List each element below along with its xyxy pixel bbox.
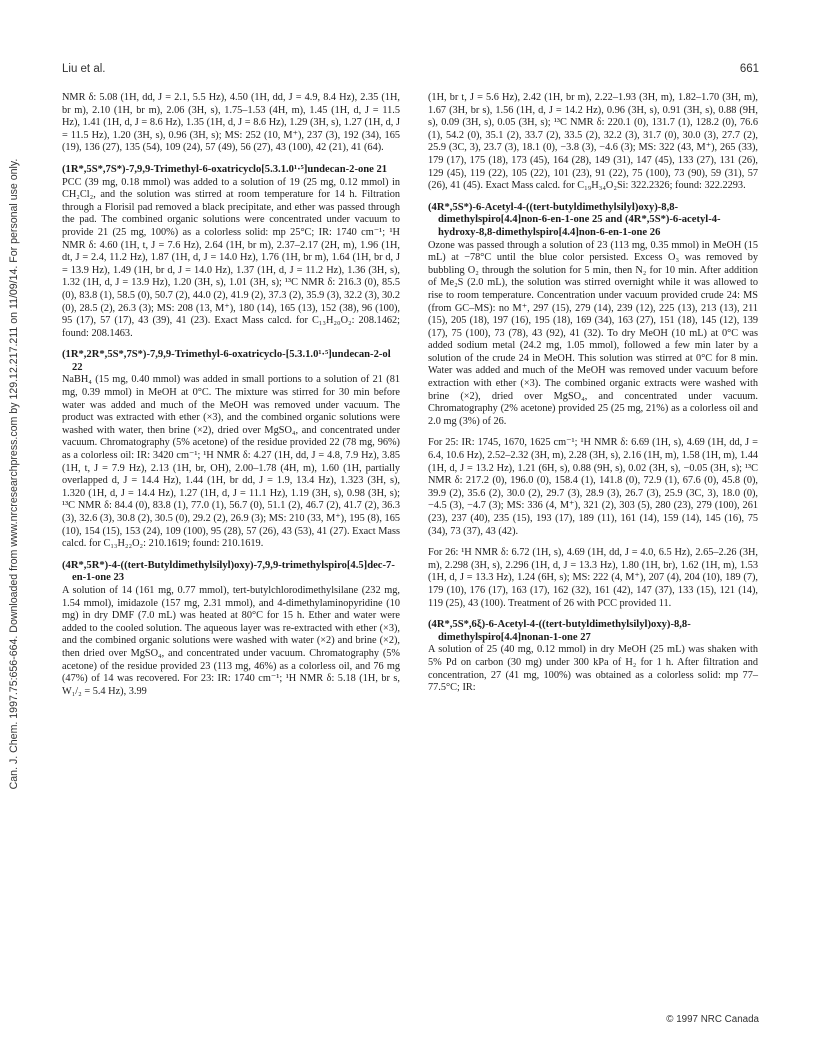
section-heading: (4R*,5S*,6ξ)-6-Acetyl-4-((tert-butyldimethylsilyl)oxy)-8,8-dimethylspiro[4.4]nonan-1-one 27 xyxy=(428,619,691,643)
copyright-footer: © 1997 NRC Canada xyxy=(666,1014,759,1025)
paragraph: NMR δ: 5.08 (1H, dd, J = 2.1, 5.5 Hz), 4.50 (1H, dd, J = 4.9, 8.4 Hz), 2.35 (1H, br m), 2.10 (1H, br m), 2.06 (3H, s), 1.75–1.53 (4H, m), 1.45 (1H, d, J = 11.5 Hz), 1.41 (1H, d, J = 8.6 Hz), 1.35 (1H, d, J = 8.6 Hz), 1.29 (3H, s), 1.27 (1H, d, J = 11.5 Hz), 1.20 (3H, s), 0.96 (3H, s); MS: 252 (10, M⁺), 237 (3), 192 (34), 165 (19), 136 (27), 135 (54), 109 (24), 57 (49), 56 (27), 43 (100), 42 (21), 41 (64). xyxy=(62,92,400,154)
paragraph: PCC (39 mg, 0.18 mmol) was added to a solution of 19 (25 mg, 0.12 mmol) in CH₂Cl₂, and the solution was stirred at room temperature for 14 h. Filtration through a Florisil pad removed a black precipitate, and ether was passed through the pad. The combined organic solutions were concentrated under vacuum to provide 21 (25 mg, 100%) as a colorless solid: mp 25°C; IR: 1740 cm⁻¹; ¹H NMR δ: 4.60 (1H, t, J = 7.6 Hz), 2.64 (1H, br m), 2.37–2.17 (2H, m), 1.96 (1H, dt, J = 2.4, 11.2 Hz), 1.87 (1H, d, J = 14.0 Hz), 1.76 (1H, br m), 1.64 (1H, br d, J = 13.9 Hz), 1.49 (1H, br d, J = 14.0 Hz), 1.37 (1H, d, J = 11.2 Hz), 1.36 (3H, s), 1.32 (1H, d, J = 13.9 Hz), 1.20 (3H, s), 1.01 (3H, s); ¹³C NMR δ: 216.3 (0), 85.5 (0), 83.8 (1), 58.5 (0), 50.7 (2), 44.0 (2), 41.9 (2), 37.3 (2), 35.9 (3), 32.2 (3), 30.2 (0), 28.5 (2), 26.3 (3); MS: 208 (13, M⁺), 180 (14), 165 (13), 152 (38), 96 (100), 95 (17), 57 (17), 43 (39), 41 (23). Exact Mass calcd. for C₁₃H₂₀O₂: 208.1462; found: 208.1463. xyxy=(62,176,400,339)
paragraph: NaBH₄ (15 mg, 0.40 mmol) was added in small portions to a solution of 21 (81 mg, 0.39 mmol) in MeOH at 0°C. The mixture was stirred for 30 min before water was added and much of the MeOH was removed under vacuum. The product was extracted with ether (×3), and the combined organic solutions were washed with water, then brine (×2), dried over MgSO₄, and concentrated under vacuum. Chromatography (5% acetone) of the residue provided 22 (78 mg, 96%) as a colorless oil: IR: 3420 cm⁻¹; ¹H NMR δ: 4.27 (1H, dd, J = 4.8, 7.9 Hz), 3.85 (1H, t, J = 7.9 Hz), 2.13 (1H, br, OH), 2.00–1.78 (4H, m), 1.60 (1H, partially overlapped d, J = 14.4 Hz), 1.44 (1H, br dd, J = 1.9, 13.4 Hz), 1.323 (3H, s), 1.320 (1H, d, J = 14.4 Hz), 1.27 (1H, d, J = 11.1 Hz), 1.19 (3H, s), 0.98 (3H, s); ¹³C NMR δ: 84.4 (0), 83.8 (1), 77.0 (1), 56.7 (0), 51.1 (2), 46.7 (2), 41.7 (2), 36.3 (3), 32.6 (3), 30.8 (2), 30.5 (0), 29.2 (2), 26.9 (3); MS: 210 (33, M⁺), 195 (8), 165 (10), 154 (15), 153 (24), 109 (100), 95 (28), 57 (26), 43 (53), 41 (27). Exact Mass calcd. for C₁₃H₂₂O₂: 210.1619; found: 210.1619. xyxy=(62,374,400,550)
section-heading: (1R*,5S*,7S*)-7,9,9-Trimethyl-6-oxatricyclo[5.3.1.0¹·⁵]undecan-2-one 21 xyxy=(62,163,388,175)
section-heading: (1R*,2R*,5S*,7S*)-7,9,9-Trimethyl-6-oxatricyclo-[5.3.1.0¹·⁵]undecan-2-ol 22 xyxy=(62,349,391,373)
paragraph: A solution of 14 (161 mg, 0.77 mmol), tert-butylchlorodimethylsilane (232 mg, 1.54 mmol), imidazole (157 mg, 2.31 mmol), and 4-dimethylaminopyridine (10 mg) in dry DMF (7.0 mL) was heated at 80°C for 15 h. Ether and water were added to the cooled solution. The aqueous layer was re-extracted with ether (×3), and the combined organic solutions were washed with water (×2) and brine (×2), then dried over MgSO₄, and concentrated under vacuum. Chromatography (5% acetone) of the residue provided 23 (113 mg, 46%) as a colorless oil, and 76 mg (47%) of 14 was recovered. For 23: IR: 1740 cm⁻¹; ¹H NMR δ: 5.18 (1H, br s, W₁/₂ = 5.4 Hz), 3.99 xyxy=(62,584,400,697)
right-column xyxy=(428,92,758,695)
paragraph: For 25: IR: 1745, 1670, 1625 cm⁻¹; ¹H NMR δ: 6.69 (1H, s), 4.69 (1H, dd, J = 6.4, 10.6 Hz), 2.52–2.32 (3H, m), 2.28 (3H, s), 2.16 (1H, m), 1.58 (1H, m), 1.44 (1H, d, J = 13.2 Hz), 1.21 (6H, s), 0.88 (9H, s), 0.02 (3H, s), −0.05 (3H, s); ¹³C NMR δ: 217.2 (0), 196.0 (0), 158.4 (1), 141.8 (0), 72.9 (1), 67.6 (0), 45.8 (0), 39.9 (2), 35.6 (2), 30.0 (2), 29.7 (3), 28.9 (3), 26.7 (3), 25.9 (3C, 3), 18.0 (0), −4.5 (3), −4.7 (3); MS: 336 (4, M⁺), 321 (2), 303 (5), 280 (23), 279 (100), 261 (23), 237 (40), 235 (15), 193 (17), 189 (11), 161 (14), 159 (14), 145 (16), 75 (34), 73 (37), 43 (42). xyxy=(428,437,758,537)
download-notice-text: Can. J. Chem. 1997.75:656-664. Downloaded from www.nrcresearchpress.com by 129.12.217.211 on 11/09/14. For personal use only. xyxy=(8,158,20,790)
header-page-number: 661 xyxy=(739,63,759,75)
header-author: Liu et al. xyxy=(62,63,106,75)
left-column xyxy=(62,92,400,698)
section-heading: (4R*,5R*)-4-((tert-Butyldimethylsilyl)oxy)-7,9,9-trimethylspiro[4.5]dec-7-en-1-one 23 xyxy=(62,559,395,584)
paragraph: For 26: ¹H NMR δ: 6.72 (1H, s), 4.69 (1H, dd, J = 4.0, 6.5 Hz), 2.65–2.26 (3H, m), 2.298 (3H, s), 2.296 (1H, d, J = 13.3 Hz), 1.80 (1H, br), 1.62 (1H, m), 1.53 (1H, d, J = 13.3 Hz), 1.24 (6H, s); MS: 222 (4, M⁺), 207 (4), 204 (10), 189 (7), 179 (10), 176 (17), 163 (17), 162 (32), 161 (42), 147 (37), 133 (15), 121 (14), 119 (25), 43 (100). Treatment of 26 with PCC provided 11. xyxy=(428,547,758,609)
running-header xyxy=(62,63,759,79)
download-notice-sidebar xyxy=(0,150,28,810)
paragraph: (1H, br t, J = 5.6 Hz), 2.42 (1H, br m), 2.22–1.93 (3H, m), 1.82–1.70 (3H, m), 1.67 (3H, br s), 1.56 (1H, d, J = 14.2 Hz), 0.96 (3H, s), 0.91 (3H, s), 0.88 (9H, s), 0.09 (3H, s), 0.05 (3H, s); ¹³C NMR δ: 220.1 (0), 131.7 (1), 128.2 (0), 76.6 (1), 54.2 (0), 35.1 (2), 33.7 (2), 33.5 (2), 32.2 (3), 31.7 (0), 30.0 (3), 27.7 (2), 25.9 (3C, 3), 23.7 (3), 18.1 (0), −3.8 (3), −4.6 (3); MS: 322 (43, M⁺), 265 (33), 179 (17), 175 (18), 173 (45), 164 (28), 149 (31), 147 (45), 133 (27), 131 (26), 129 (45), 119 (22), 105 (22), 101 (23), 91 (22), 75 (100), 73 (90), 59 (31), 57 (26), 41 (45). Exact Mass calcd. for C₁₉H₃₄O₂Si: 322.2326; found: 322.2293. xyxy=(428,92,758,192)
section-heading: (4R*,5S*)-6-Acetyl-4-((tert-butyldimethylsilyl)oxy)-8,8-dimethylspiro[4.4]non-6-en-1-one 25 and (4R*,5S*)-6-acetyl-4-hydroxy-8,8-dimethylspiro[4.4]non-6-en-1-one 26 xyxy=(428,201,721,238)
paragraph: A solution of 25 (40 mg, 0.12 mmol) in dry MeOH (25 mL) was shaken with 5% Pd on carbon (30 mg) under 300 kPa of H₂ for 1 h. After filtration and concentration, 27 (41 mg, 100%) was obtained as a colorless solid: mp 77–77.5°C; IR: xyxy=(428,644,758,694)
paragraph: Ozone was passed through a solution of 23 (113 mg, 0.35 mmol) in MeOH (15 mL) at −78°C until the blue color persisted. Excess O₃ was removed by bubbling O₂ through the solution for 5 min, then N₂ for 10 min. After addition of Me₂S (2.0 mL), the solution was stirred overnight while it was allowed to rise to room temperature. Concentration under vacuum provided crude 24: MS (from GC–MS): no M⁺, 297 (15), 279 (14), 239 (12), 225 (13), 213 (13), 211 (15), 205 (18), 197 (16), 195 (18), 169 (34), 163 (27), 151 (18), 145 (12), 139 (17), 75 (100), 73 (78), 43 (92), 41 (32). To dry MeOH (10 mL) at 0°C was added sodium metal (24.2 mg, 1.05 mmol), followed a few min later by a solution of the crude 24 in MeOH. This solution was stirred at 0°C for 8 min. Water was added and much of the MeOH was removed under vacuum before extraction with ether (×3). The combined organic extracts were washed with brine (×2), dried over MgSO₄, and concentrated under vacuum. Chromatography (2% acetone) provided 25 (25 mg, 21%) as a colorless oil and 2.0 mg (3%) of 26. xyxy=(428,239,758,427)
